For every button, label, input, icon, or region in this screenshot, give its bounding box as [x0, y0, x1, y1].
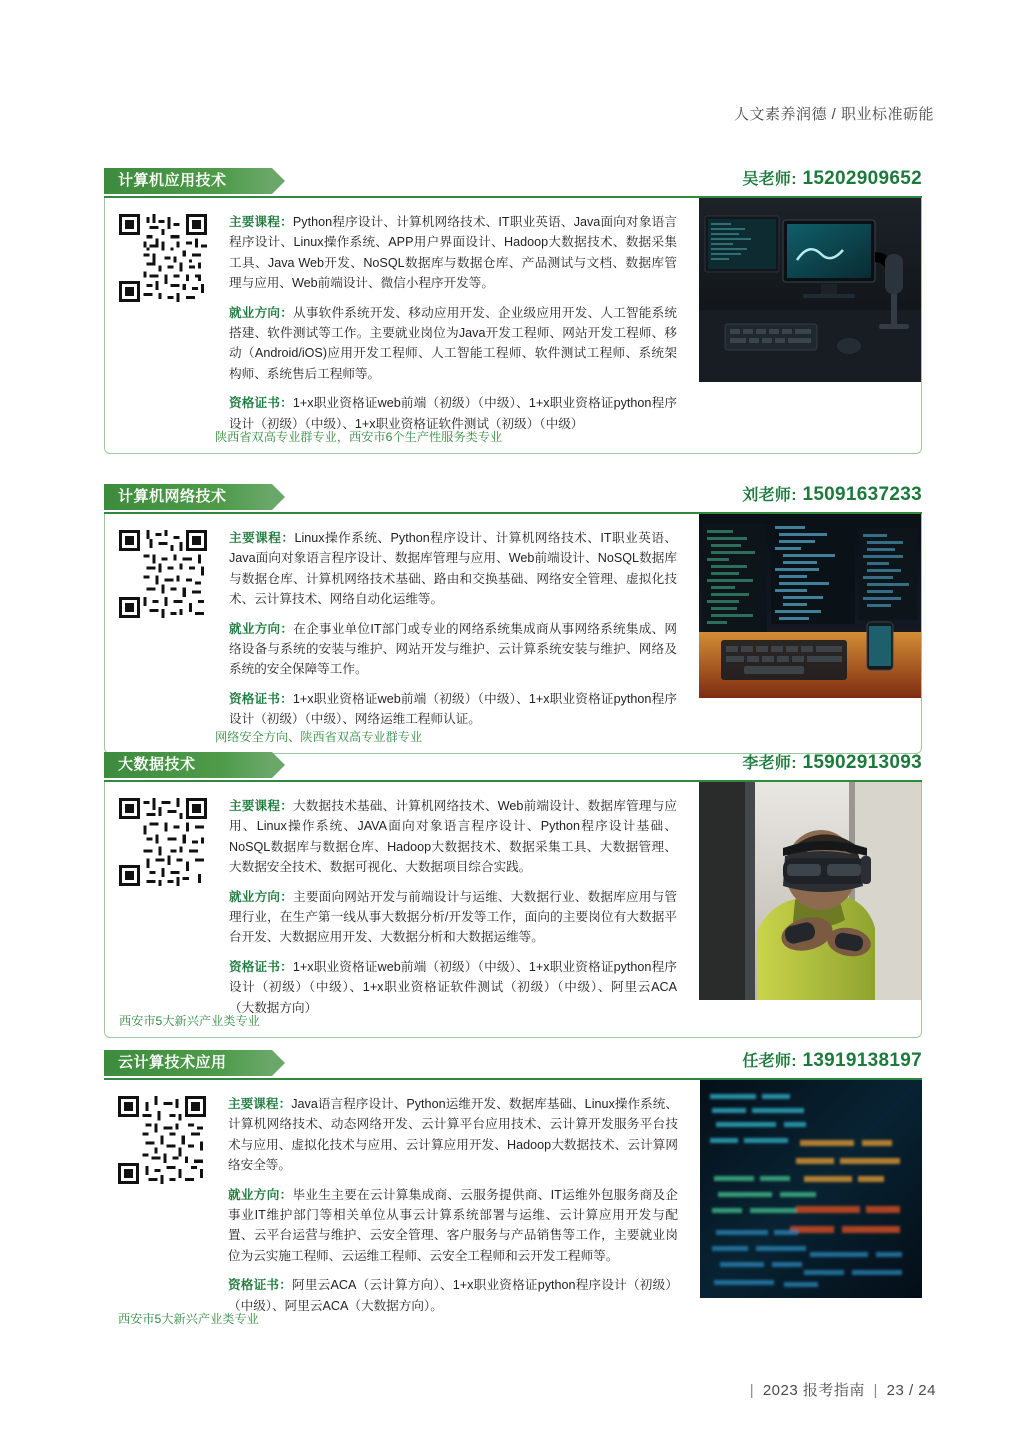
footer-left-bar: | [749, 1382, 755, 1399]
program-block-big-data [104, 752, 922, 1038]
program-card [104, 514, 922, 754]
career-text: 从事软件系统开发、移动应用开发、企业级应用开发、人工智能系统搭建、软件测试等工作。主要就业岗位为Java开发工程师、网站开发工程师、移动（Android/iOS)应用开发工程师、人工智能工程师、软件测试工程师、系统架构师、系统售后工程师等。 [229, 305, 678, 381]
qr-code-icon[interactable] [118, 1096, 206, 1184]
courses-paragraph [229, 796, 677, 878]
career-paragraph [228, 1185, 678, 1267]
teacher-label: 刘老师: [742, 487, 797, 504]
courses-label: 主要课程： [229, 215, 293, 229]
program-text [229, 528, 677, 730]
page-header: 人文素养润德 / 职业标准砺能 [733, 106, 934, 123]
teacher-label: 吴老师: [742, 171, 797, 188]
teacher-label: 任老师: [742, 1053, 797, 1070]
program-tagline: 西安市5大新兴产业类专业 [118, 1311, 259, 1326]
career-paragraph [229, 619, 677, 680]
program-tag: 计算机网络技术 [104, 484, 272, 510]
program-teacher-contact [742, 482, 922, 506]
career-label: 就业方向： [228, 1187, 293, 1202]
program-tag: 计算机应用技术 [104, 168, 272, 194]
cert-label: 资格证书： [228, 1278, 293, 1293]
career-text: 在企事业单位IT部门或专业的网络系统集成商从事网络系统集成、网络设备与系统的安装与维护、网站开发与维护、云计算系统安装与维护、网络及系统的安全保障等工作。 [229, 621, 678, 677]
courses-paragraph [229, 212, 677, 294]
program-text [229, 212, 677, 434]
footer-edition: 2023 报考指南 [762, 1382, 865, 1399]
program-tagline: 网络安全方向、陕西省双高专业群专业 [215, 730, 423, 744]
program-block-computer-application [104, 168, 922, 454]
courses-paragraph [229, 528, 677, 610]
program-card [104, 782, 922, 1038]
career-label: 就业方向： [229, 889, 294, 904]
program-block-cloud-computing [104, 1050, 922, 1335]
courses-text: Java语言程序设计、Python运维开发、数据库基础、Linux操作系统、计算机网络技术、动态网络开发、云计算平台应用技术、云计算开发服务平台技术与应用、虚拟化技术与应用、云计算应用开发、Hadoop大数据技术、云计算网络安全等。 [228, 1097, 679, 1173]
qr-code-icon[interactable] [119, 530, 207, 618]
cert-paragraph [229, 689, 677, 730]
program-teacher-contact [742, 166, 922, 190]
program-header [104, 168, 922, 196]
program-teacher-contact [742, 750, 922, 774]
teacher-phone: 15202909652 [802, 168, 922, 189]
courses-text: Linux操作系统、Python程序设计、计算机网络技术、IT职业英语、Java面向对象语言程序设计、数据库管理与应用、Web前端设计、NoSQL数据库与数据仓库、计算机网络技术基础、路由和交换基础、网络安全管理、虚拟化技术、云计算技术、网络自动化运维等。 [229, 531, 677, 607]
program-block-network-technology [104, 484, 922, 754]
courses-label: 主要课程： [229, 799, 293, 813]
courses-paragraph [228, 1094, 678, 1176]
cert-paragraph [229, 957, 677, 1018]
desktop-workstation-photo [699, 198, 921, 382]
courses-label: 主要课程： [228, 1097, 292, 1111]
program-card [104, 198, 922, 454]
footer-page-number: 23 / 24 [886, 1382, 936, 1399]
cert-label: 资格证书： [229, 959, 293, 974]
cert-paragraph [228, 1275, 678, 1316]
program-header [104, 484, 922, 512]
program-tagline: 陕西省双高专业群专业，西安市6个生产性服务类专业 [215, 429, 503, 444]
program-teacher-contact [742, 1048, 922, 1072]
teacher-phone: 13919138197 [802, 1050, 922, 1071]
code-blur-photo [700, 1080, 922, 1298]
program-tag: 云计算技术应用 [104, 1050, 272, 1076]
program-text [229, 796, 677, 1018]
career-label: 就业方向： [229, 621, 294, 636]
teacher-phone: 15902913093 [802, 752, 922, 773]
cert-text: 1+x职业资格证web前端（初级）（中级）、1+x职业资格证python程序设计（初级）（中级）、网络运维工程师认证。 [229, 691, 677, 727]
qr-code-icon[interactable] [119, 214, 207, 302]
vr-headset-photo [699, 782, 921, 1000]
footer-mid-bar: | [873, 1382, 878, 1399]
courses-text: 大数据技术基础、计算机网络技术、Web前端设计、数据库管理与应用、Linux操作系统、JAVA面向对象语言程序设计、Python程序设计基础、NoSQL数据库与数据仓库、Hadoop大数据技术、数据采集工具、大数据管理、大数据安全技术、数据可视化、大数据项目综合实践。 [229, 799, 678, 875]
cert-text: 1+x职业资格证web前端（初级）（中级）、1+x职业资格证python程序设计（初级）（中级）、1+x职业资格证软件测试（初级）（中级）、阿里云ACA（大数据方向） [229, 959, 677, 1015]
teacher-phone: 15091637233 [802, 484, 922, 505]
page-footer [746, 1379, 936, 1400]
qr-code-icon[interactable] [119, 798, 207, 886]
cert-label: 资格证书： [229, 396, 293, 411]
career-paragraph [229, 303, 677, 385]
courses-text: Python程序设计、计算机网络技术、IT职业英语、Java面向对象语言程序设计、Linux操作系统、APP用户界面设计、Hadoop大数据技术、数据采集工具、Java Web开发、NoSQL数据库与数据仓库、产品测试与文档、数据库管理与应用、Web前端设计、微信小程序开发等。 [229, 215, 677, 291]
career-text: 主要面向网站开发与前端设计与运维、大数据行业、数据库应用与管理行业，在生产第一线从事大数据分析/开发等工作，面向的主要岗位有大数据平台开发、大数据应用开发、大数据分析和大数据运维等。 [229, 889, 678, 945]
teacher-label: 李老师: [742, 755, 797, 772]
cert-text: 1+x职业资格证web前端（初级）（中级）、1+x职业资格证python程序设计（初级）（中级）、1+x职业资格证软件测试（初级）（中级） [229, 396, 677, 431]
career-label: 就业方向： [229, 305, 294, 320]
program-tagline: 西安市5大新兴产业类专业 [119, 1013, 260, 1028]
code-monitors-photo [699, 514, 921, 698]
program-tag: 大数据技术 [104, 752, 272, 778]
program-card [104, 1080, 922, 1335]
cert-label: 资格证书： [229, 691, 293, 706]
program-text [228, 1094, 678, 1316]
career-text: 毕业生主要在云计算集成商、云服务提供商、IT运维外包服务商及企事业IT维护部门等相关单位从事云计算系统部署与运维、云计算应用开发与配置、云平台运营与维护、云安全管理、客户服务与产品销售等工作，主要就业岗位为云实施工程师、云运维工程师、云安全工程师和云开发工程师等。 [228, 1187, 678, 1263]
career-paragraph [229, 887, 677, 948]
program-header [104, 1050, 922, 1078]
courses-label: 主要课程： [229, 531, 295, 545]
program-header [104, 752, 922, 780]
cert-text: 阿里云ACA（云计算方向）、1+x职业资格证python程序设计（初级）（中级）、阿里云ACA（大数据方向）。 [228, 1278, 679, 1313]
